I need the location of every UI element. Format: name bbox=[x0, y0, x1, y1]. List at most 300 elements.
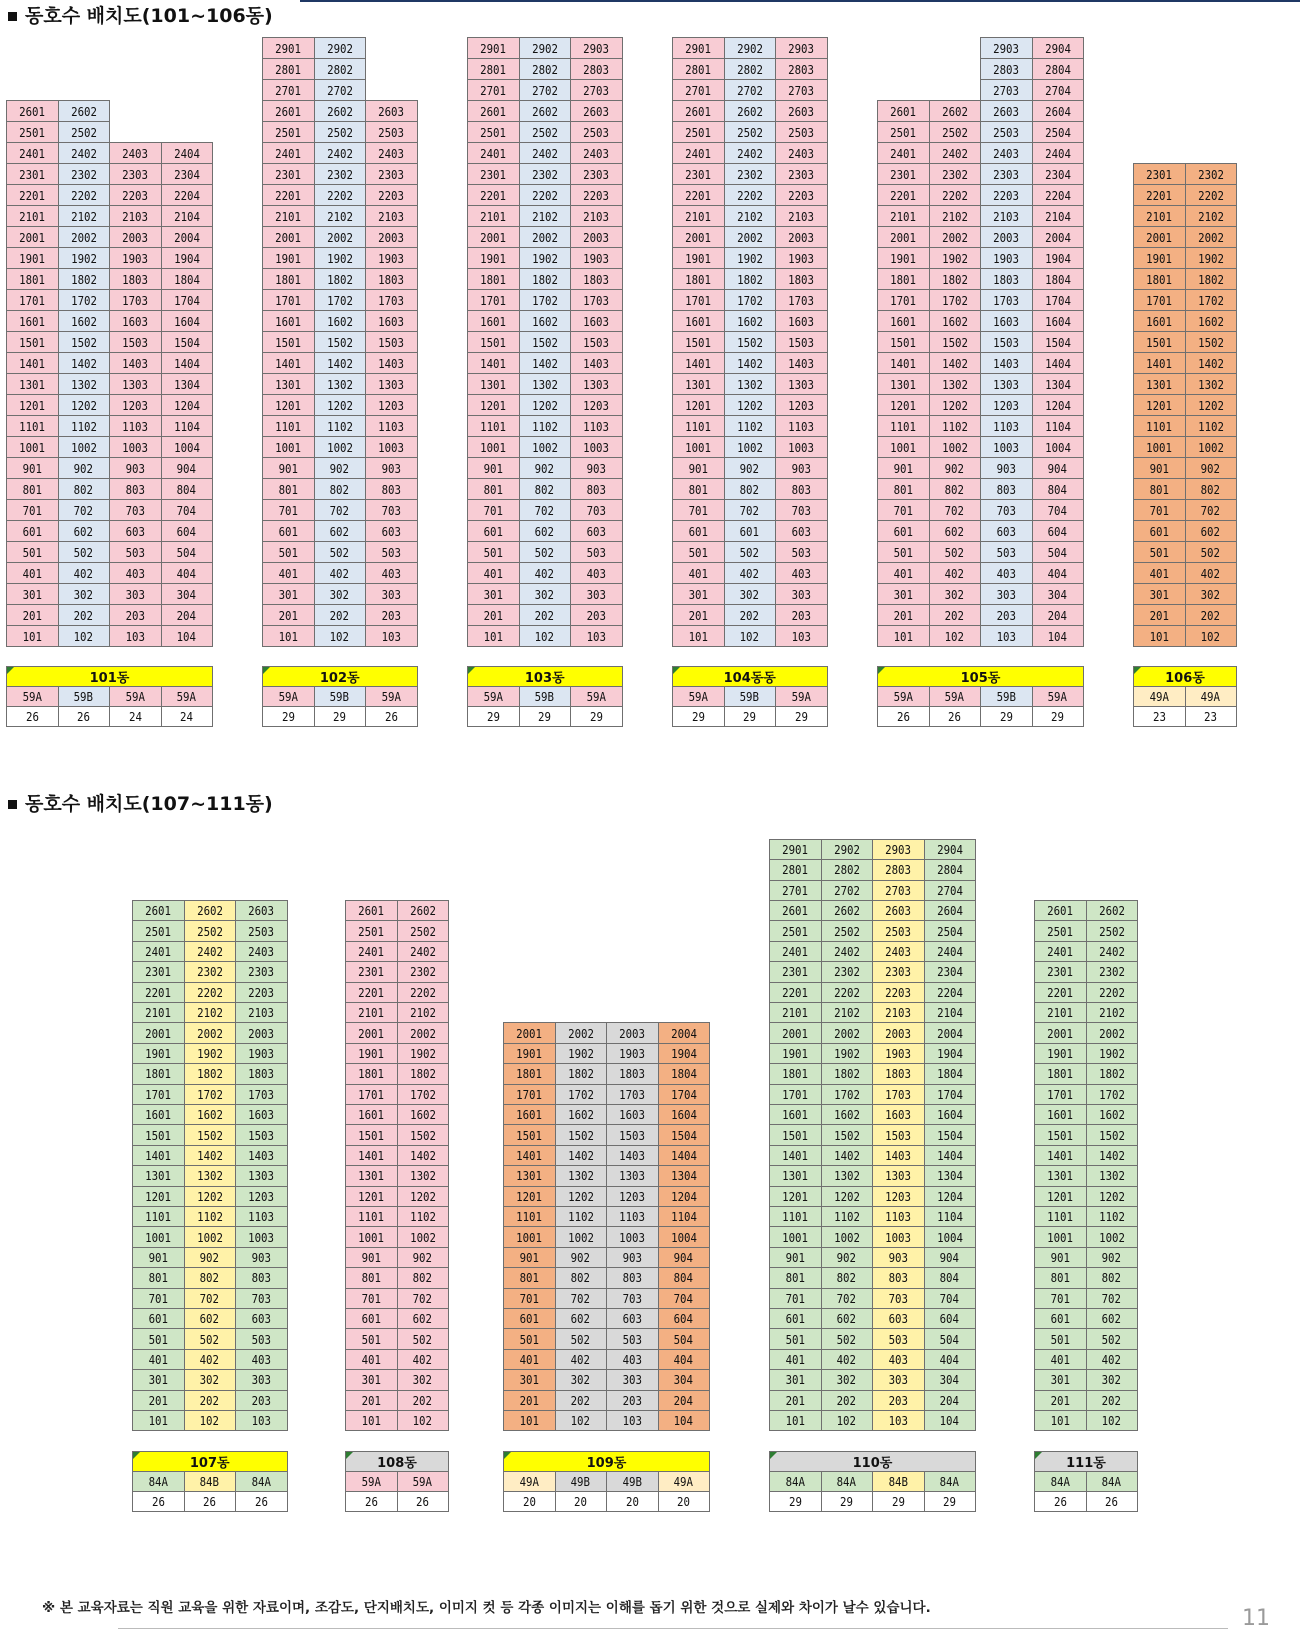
unit-cell: 904 bbox=[1032, 457, 1085, 479]
unit-cell: 1502 bbox=[555, 1124, 608, 1145]
unit-cell: 2602 bbox=[519, 100, 572, 122]
unit-cell: 601 bbox=[467, 520, 520, 542]
unit-cell: 803 bbox=[365, 478, 418, 500]
unit-cell: 1701 bbox=[345, 1084, 398, 1105]
unit-cell: 304 bbox=[658, 1369, 711, 1390]
unit-cell: 1703 bbox=[980, 289, 1033, 311]
unit-cell: 902 bbox=[1086, 1247, 1139, 1268]
unit-cell: 502 bbox=[58, 541, 111, 563]
unit-cell: 1001 bbox=[345, 1226, 398, 1247]
unit-cell: 803 bbox=[235, 1267, 288, 1288]
building-label: 107동 bbox=[132, 1451, 288, 1472]
unit-cell: 1103 bbox=[980, 415, 1033, 437]
unit-cell: 1703 bbox=[606, 1084, 659, 1105]
unit-cell: 401 bbox=[6, 562, 59, 584]
unit-cell: 603 bbox=[606, 1308, 659, 1329]
unit-cell: 1103 bbox=[109, 415, 162, 437]
unit-cell: 1804 bbox=[924, 1063, 977, 1084]
unit-cell: 2002 bbox=[184, 1022, 237, 1043]
floor-count-cell: 26 bbox=[58, 706, 111, 727]
unit-cell: 704 bbox=[1032, 499, 1085, 521]
unit-cell: 501 bbox=[6, 541, 59, 563]
unit-cell: 501 bbox=[769, 1328, 822, 1349]
unit-cell: 1402 bbox=[724, 352, 777, 374]
unit-cell: 1202 bbox=[724, 394, 777, 416]
unit-cell: 104 bbox=[1032, 625, 1085, 647]
unit-cell: 2802 bbox=[519, 58, 572, 80]
building-label: 111동 bbox=[1034, 1451, 1138, 1472]
unit-type-cell: 59A bbox=[345, 1471, 398, 1492]
unit-cell: 2202 bbox=[314, 184, 367, 206]
unit-cell: 903 bbox=[606, 1247, 659, 1268]
unit-cell: 2103 bbox=[109, 205, 162, 227]
unit-cell: 703 bbox=[775, 499, 828, 521]
unit-cell: 1101 bbox=[345, 1206, 398, 1227]
unit-cell: 1001 bbox=[877, 436, 930, 458]
unit-cell: 1703 bbox=[109, 289, 162, 311]
unit-cell: 1202 bbox=[929, 394, 982, 416]
unit-cell: 2201 bbox=[877, 184, 930, 206]
unit-type-cell: 59A bbox=[467, 686, 520, 707]
unit-cell: 1603 bbox=[109, 310, 162, 332]
unit-cell: 503 bbox=[109, 541, 162, 563]
unit-cell: 1101 bbox=[877, 415, 930, 437]
unit-cell: 501 bbox=[467, 541, 520, 563]
unit-cell: 2603 bbox=[570, 100, 623, 122]
unit-cell: 102 bbox=[724, 625, 777, 647]
unit-cell: 2202 bbox=[397, 982, 450, 1003]
unit-cell: 2103 bbox=[872, 1002, 925, 1023]
unit-cell: 1102 bbox=[1086, 1206, 1139, 1227]
unit-cell: 601 bbox=[132, 1308, 185, 1329]
unit-cell: 503 bbox=[606, 1328, 659, 1349]
unit-cell: 1004 bbox=[1032, 436, 1085, 458]
unit-cell: 702 bbox=[1185, 499, 1238, 521]
unit-cell: 101 bbox=[503, 1410, 556, 1431]
unit-cell: 1401 bbox=[503, 1145, 556, 1166]
unit-cell: 102 bbox=[821, 1410, 874, 1431]
unit-cell: 1704 bbox=[658, 1084, 711, 1105]
unit-cell: 2402 bbox=[724, 142, 777, 164]
unit-cell: 503 bbox=[775, 541, 828, 563]
unit-cell: 1002 bbox=[397, 1226, 450, 1247]
unit-cell: 1903 bbox=[980, 247, 1033, 269]
unit-cell: 1101 bbox=[1034, 1206, 1087, 1227]
unit-cell: 1801 bbox=[769, 1063, 822, 1084]
unit-cell: 301 bbox=[503, 1369, 556, 1390]
unit-cell: 1304 bbox=[658, 1165, 711, 1186]
unit-cell: 1702 bbox=[184, 1084, 237, 1105]
unit-cell: 1401 bbox=[6, 352, 59, 374]
unit-cell: 501 bbox=[1133, 541, 1186, 563]
unit-cell: 502 bbox=[1086, 1328, 1139, 1349]
unit-cell: 2403 bbox=[365, 142, 418, 164]
unit-cell: 901 bbox=[1034, 1247, 1087, 1268]
unit-cell: 902 bbox=[314, 457, 367, 479]
unit-cell: 901 bbox=[877, 457, 930, 479]
unit-cell: 2401 bbox=[345, 941, 398, 962]
unit-cell: 903 bbox=[235, 1247, 288, 1268]
unit-cell: 1903 bbox=[872, 1043, 925, 1064]
unit-cell: 1101 bbox=[6, 415, 59, 437]
unit-cell: 1503 bbox=[235, 1124, 288, 1145]
unit-cell: 2101 bbox=[345, 1002, 398, 1023]
unit-cell: 2802 bbox=[724, 58, 777, 80]
unit-cell: 2301 bbox=[672, 163, 725, 185]
unit-cell: 2002 bbox=[519, 226, 572, 248]
unit-cell: 1303 bbox=[775, 373, 828, 395]
unit-cell: 2404 bbox=[161, 142, 214, 164]
disclaimer-note: ※ 본 교육자료는 직원 교육을 위한 자료이며, 조감도, 단지배치도, 이미지 컷 등 각종 이미지는 이해를 돕기 위한 것으로 실제와 차이가 날수 있습니다. bbox=[42, 1600, 931, 1616]
unit-cell: 402 bbox=[397, 1349, 450, 1370]
unit-cell: 2903 bbox=[872, 839, 925, 860]
unit-cell: 101 bbox=[877, 625, 930, 647]
unit-cell: 402 bbox=[58, 562, 111, 584]
unit-cell: 2803 bbox=[570, 58, 623, 80]
unit-cell: 802 bbox=[555, 1267, 608, 1288]
unit-cell: 1102 bbox=[1185, 415, 1238, 437]
unit-cell: 402 bbox=[821, 1349, 874, 1370]
unit-cell: 1702 bbox=[58, 289, 111, 311]
unit-cell: 1101 bbox=[467, 415, 520, 437]
unit-cell: 902 bbox=[58, 457, 111, 479]
unit-type-cell: 59B bbox=[519, 686, 572, 707]
unit-cell: 1201 bbox=[1034, 1186, 1087, 1207]
unit-cell: 2404 bbox=[924, 941, 977, 962]
unit-cell: 1601 bbox=[672, 310, 725, 332]
unit-cell: 2902 bbox=[519, 37, 572, 59]
unit-cell: 2402 bbox=[929, 142, 982, 164]
unit-cell: 601 bbox=[769, 1308, 822, 1329]
unit-cell: 702 bbox=[1086, 1288, 1139, 1309]
unit-cell: 1503 bbox=[365, 331, 418, 353]
unit-cell: 2502 bbox=[821, 920, 874, 941]
unit-cell: 1501 bbox=[345, 1124, 398, 1145]
unit-cell: 1001 bbox=[1034, 1226, 1087, 1247]
unit-cell: 802 bbox=[929, 478, 982, 500]
unit-cell: 1302 bbox=[1086, 1165, 1139, 1186]
unit-cell: 803 bbox=[606, 1267, 659, 1288]
unit-cell: 2603 bbox=[365, 100, 418, 122]
unit-cell: 2402 bbox=[314, 142, 367, 164]
unit-cell: 701 bbox=[672, 499, 725, 521]
unit-cell: 1401 bbox=[877, 352, 930, 374]
floor-count-cell: 29 bbox=[821, 1491, 874, 1512]
unit-cell: 2601 bbox=[132, 900, 185, 921]
unit-cell: 602 bbox=[1185, 520, 1238, 542]
unit-cell: 604 bbox=[658, 1308, 711, 1329]
unit-cell: 2503 bbox=[980, 121, 1033, 143]
unit-cell: 1602 bbox=[555, 1104, 608, 1125]
unit-cell: 303 bbox=[235, 1369, 288, 1390]
floor-count-cell: 23 bbox=[1133, 706, 1186, 727]
unit-cell: 901 bbox=[769, 1247, 822, 1268]
unit-cell: 502 bbox=[184, 1328, 237, 1349]
floor-count-cell: 24 bbox=[161, 706, 214, 727]
unit-cell: 102 bbox=[314, 625, 367, 647]
unit-cell: 1303 bbox=[570, 373, 623, 395]
unit-cell: 1901 bbox=[132, 1043, 185, 1064]
unit-cell: 104 bbox=[924, 1410, 977, 1431]
unit-cell: 2001 bbox=[467, 226, 520, 248]
unit-cell: 901 bbox=[345, 1247, 398, 1268]
unit-cell: 2301 bbox=[1034, 961, 1087, 982]
unit-cell: 2001 bbox=[672, 226, 725, 248]
unit-cell: 804 bbox=[1032, 478, 1085, 500]
unit-cell: 1102 bbox=[555, 1206, 608, 1227]
unit-cell: 204 bbox=[924, 1390, 977, 1411]
unit-cell: 2502 bbox=[397, 920, 450, 941]
unit-cell: 2301 bbox=[262, 163, 315, 185]
unit-cell: 1003 bbox=[775, 436, 828, 458]
unit-cell: 1402 bbox=[314, 352, 367, 374]
unit-cell: 2501 bbox=[1034, 920, 1087, 941]
unit-cell: 2804 bbox=[1032, 58, 1085, 80]
unit-cell: 1403 bbox=[872, 1145, 925, 1166]
unit-cell: 1503 bbox=[109, 331, 162, 353]
unit-cell: 1202 bbox=[519, 394, 572, 416]
unit-cell: 1102 bbox=[929, 415, 982, 437]
unit-cell: 1104 bbox=[924, 1206, 977, 1227]
unit-cell: 801 bbox=[345, 1267, 398, 1288]
unit-cell: 1904 bbox=[658, 1043, 711, 1064]
unit-cell: 2403 bbox=[775, 142, 828, 164]
unit-cell: 803 bbox=[775, 478, 828, 500]
unit-cell: 502 bbox=[1185, 541, 1238, 563]
unit-cell: 2504 bbox=[924, 920, 977, 941]
unit-type-cell: 59A bbox=[109, 686, 162, 707]
unit-cell: 1001 bbox=[6, 436, 59, 458]
unit-type-cell: 59B bbox=[724, 686, 777, 707]
floor-count-cell: 29 bbox=[775, 706, 828, 727]
unit-cell: 1904 bbox=[1032, 247, 1085, 269]
unit-cell: 703 bbox=[235, 1288, 288, 1309]
unit-cell: 1003 bbox=[980, 436, 1033, 458]
unit-cell: 2603 bbox=[872, 900, 925, 921]
unit-cell: 702 bbox=[397, 1288, 450, 1309]
unit-cell: 2402 bbox=[184, 941, 237, 962]
unit-cell: 801 bbox=[1034, 1267, 1087, 1288]
unit-cell: 403 bbox=[872, 1349, 925, 1370]
unit-cell: 2502 bbox=[724, 121, 777, 143]
unit-cell: 2002 bbox=[397, 1022, 450, 1043]
unit-cell: 1304 bbox=[924, 1165, 977, 1186]
unit-cell: 1902 bbox=[724, 247, 777, 269]
unit-cell: 2501 bbox=[132, 920, 185, 941]
unit-cell: 701 bbox=[262, 499, 315, 521]
unit-cell: 1601 bbox=[877, 310, 930, 332]
unit-cell: 204 bbox=[658, 1390, 711, 1411]
unit-cell: 2301 bbox=[132, 961, 185, 982]
unit-type-cell: 59A bbox=[365, 686, 418, 707]
unit-cell: 1803 bbox=[775, 268, 828, 290]
unit-cell: 1802 bbox=[397, 1063, 450, 1084]
floor-count-cell: 20 bbox=[555, 1491, 608, 1512]
unit-type-cell: 59A bbox=[570, 686, 623, 707]
unit-cell: 301 bbox=[345, 1369, 398, 1390]
unit-cell: 1503 bbox=[872, 1124, 925, 1145]
unit-cell: 1902 bbox=[1086, 1043, 1139, 1064]
unit-cell: 2701 bbox=[467, 79, 520, 101]
unit-type-cell: 59A bbox=[877, 686, 930, 707]
corner-marker-icon bbox=[1134, 667, 1141, 674]
building-label: 102동 bbox=[262, 666, 418, 687]
unit-cell: 402 bbox=[1086, 1349, 1139, 1370]
unit-cell: 1203 bbox=[109, 394, 162, 416]
unit-cell: 1201 bbox=[1133, 394, 1186, 416]
unit-cell: 2203 bbox=[365, 184, 418, 206]
unit-cell: 603 bbox=[570, 520, 623, 542]
unit-cell: 1804 bbox=[658, 1063, 711, 1084]
unit-cell: 2103 bbox=[775, 205, 828, 227]
unit-type-cell: 59A bbox=[929, 686, 982, 707]
unit-cell: 1501 bbox=[467, 331, 520, 353]
unit-cell: 601 bbox=[503, 1308, 556, 1329]
unit-cell: 501 bbox=[132, 1328, 185, 1349]
unit-cell: 1203 bbox=[235, 1186, 288, 1207]
unit-cell: 602 bbox=[58, 520, 111, 542]
floor-count-cell: 20 bbox=[658, 1491, 711, 1512]
unit-cell: 604 bbox=[924, 1308, 977, 1329]
floor-count-cell: 29 bbox=[769, 1491, 822, 1512]
unit-cell: 2104 bbox=[161, 205, 214, 227]
unit-cell: 1302 bbox=[724, 373, 777, 395]
unit-cell: 601 bbox=[6, 520, 59, 542]
unit-cell: 1803 bbox=[570, 268, 623, 290]
unit-cell: 2401 bbox=[262, 142, 315, 164]
unit-cell: 701 bbox=[132, 1288, 185, 1309]
unit-cell: 1404 bbox=[161, 352, 214, 374]
unit-cell: 101 bbox=[1133, 625, 1186, 647]
unit-cell: 403 bbox=[365, 562, 418, 584]
unit-cell: 2501 bbox=[672, 121, 725, 143]
unit-cell: 2201 bbox=[769, 982, 822, 1003]
unit-cell: 601 bbox=[724, 520, 777, 542]
unit-cell: 902 bbox=[555, 1247, 608, 1268]
unit-cell: 601 bbox=[345, 1308, 398, 1329]
unit-cell: 1502 bbox=[184, 1124, 237, 1145]
unit-cell: 1201 bbox=[132, 1186, 185, 1207]
unit-cell: 1502 bbox=[519, 331, 572, 353]
unit-cell: 2001 bbox=[769, 1022, 822, 1043]
unit-cell: 802 bbox=[1086, 1267, 1139, 1288]
unit-cell: 1304 bbox=[1032, 373, 1085, 395]
unit-cell: 1203 bbox=[365, 394, 418, 416]
unit-cell: 1604 bbox=[924, 1104, 977, 1125]
unit-cell: 1003 bbox=[606, 1226, 659, 1247]
unit-cell: 2201 bbox=[6, 184, 59, 206]
unit-cell: 1101 bbox=[769, 1206, 822, 1227]
unit-cell: 1302 bbox=[821, 1165, 874, 1186]
floor-count-cell: 29 bbox=[262, 706, 315, 727]
unit-cell: 2901 bbox=[262, 37, 315, 59]
unit-cell: 1703 bbox=[872, 1084, 925, 1105]
unit-cell: 102 bbox=[555, 1410, 608, 1431]
unit-cell: 2602 bbox=[821, 900, 874, 921]
unit-type-cell: 84A bbox=[1034, 1471, 1087, 1492]
unit-cell: 1903 bbox=[365, 247, 418, 269]
unit-cell: 1101 bbox=[1133, 415, 1186, 437]
unit-cell: 2103 bbox=[570, 205, 623, 227]
unit-cell: 702 bbox=[519, 499, 572, 521]
building-label: 110동 bbox=[769, 1451, 976, 1472]
unit-cell: 2601 bbox=[769, 900, 822, 921]
unit-cell: 703 bbox=[365, 499, 418, 521]
floor-count-cell: 29 bbox=[980, 706, 1033, 727]
unit-cell: 1401 bbox=[467, 352, 520, 374]
unit-cell: 1604 bbox=[1032, 310, 1085, 332]
unit-cell: 1203 bbox=[606, 1186, 659, 1207]
unit-cell: 202 bbox=[184, 1390, 237, 1411]
unit-cell: 601 bbox=[262, 520, 315, 542]
unit-cell: 1902 bbox=[1185, 247, 1238, 269]
unit-cell: 1102 bbox=[58, 415, 111, 437]
unit-cell: 1402 bbox=[58, 352, 111, 374]
unit-cell: 1203 bbox=[980, 394, 1033, 416]
unit-cell: 1602 bbox=[929, 310, 982, 332]
unit-cell: 301 bbox=[467, 583, 520, 605]
unit-cell: 1603 bbox=[872, 1104, 925, 1125]
unit-cell: 1501 bbox=[769, 1124, 822, 1145]
unit-cell: 803 bbox=[872, 1267, 925, 1288]
unit-cell: 2204 bbox=[1032, 184, 1085, 206]
unit-cell: 2202 bbox=[929, 184, 982, 206]
unit-cell: 202 bbox=[1086, 1390, 1139, 1411]
unit-cell: 1002 bbox=[314, 436, 367, 458]
unit-cell: 202 bbox=[1185, 604, 1238, 626]
unit-type-cell: 59B bbox=[314, 686, 367, 707]
unit-cell: 1404 bbox=[924, 1145, 977, 1166]
unit-cell: 2003 bbox=[365, 226, 418, 248]
unit-cell: 2402 bbox=[821, 941, 874, 962]
unit-cell: 1603 bbox=[235, 1104, 288, 1125]
unit-cell: 1004 bbox=[924, 1226, 977, 1247]
floor-count-cell: 26 bbox=[6, 706, 59, 727]
unit-cell: 2602 bbox=[58, 100, 111, 122]
unit-cell: 1003 bbox=[872, 1226, 925, 1247]
unit-cell: 2303 bbox=[235, 961, 288, 982]
unit-cell: 101 bbox=[6, 625, 59, 647]
unit-cell: 2601 bbox=[877, 100, 930, 122]
unit-cell: 302 bbox=[724, 583, 777, 605]
unit-cell: 2203 bbox=[235, 982, 288, 1003]
unit-cell: 2101 bbox=[769, 1002, 822, 1023]
unit-cell: 301 bbox=[672, 583, 725, 605]
unit-cell: 602 bbox=[821, 1308, 874, 1329]
unit-cell: 2102 bbox=[314, 205, 367, 227]
unit-cell: 1101 bbox=[672, 415, 725, 437]
unit-cell: 701 bbox=[503, 1288, 556, 1309]
unit-cell: 2503 bbox=[570, 121, 623, 143]
unit-cell: 1701 bbox=[1034, 1084, 1087, 1105]
unit-type-cell: 49B bbox=[555, 1471, 608, 1492]
unit-cell: 1701 bbox=[877, 289, 930, 311]
unit-cell: 1402 bbox=[555, 1145, 608, 1166]
unit-cell: 2002 bbox=[555, 1022, 608, 1043]
unit-cell: 1801 bbox=[1034, 1063, 1087, 1084]
unit-cell: 2302 bbox=[58, 163, 111, 185]
unit-cell: 702 bbox=[724, 499, 777, 521]
unit-cell: 101 bbox=[672, 625, 725, 647]
unit-cell: 504 bbox=[1032, 541, 1085, 563]
unit-cell: 401 bbox=[345, 1349, 398, 1370]
unit-cell: 1402 bbox=[519, 352, 572, 374]
unit-cell: 2301 bbox=[467, 163, 520, 185]
unit-cell: 602 bbox=[397, 1308, 450, 1329]
unit-cell: 201 bbox=[1034, 1390, 1087, 1411]
unit-cell: 102 bbox=[1086, 1410, 1139, 1431]
unit-cell: 1502 bbox=[397, 1124, 450, 1145]
